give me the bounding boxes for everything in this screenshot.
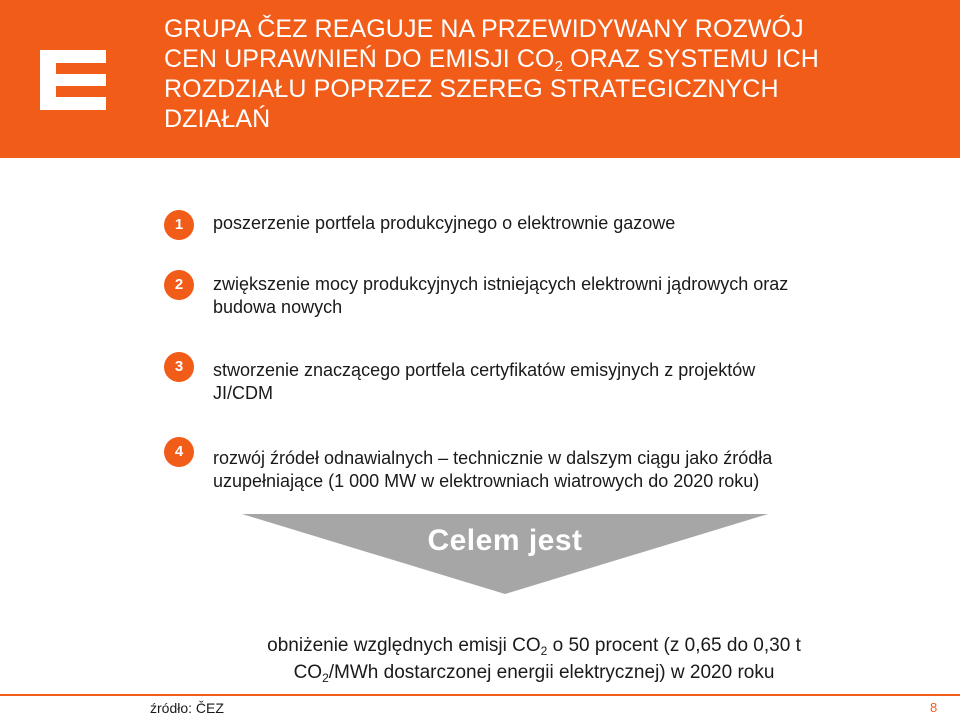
goal-statement [164,632,904,686]
title-line-4: DZIAŁAŃ [164,105,271,133]
header-bar [0,0,960,158]
number-badge: 4 [164,437,194,467]
chevron-label: Celem jest [427,524,583,557]
title-line-1: GRUPA ČEZ REAGUJE NA PRZEWIDYWANY ROZWÓJ [164,15,804,43]
number-badge: 3 [164,352,194,382]
title-line-3: ROZDZIAŁU POPRZEZ SZEREG STRATEGICZNYCH [164,75,779,103]
list-item-text: zwiększenie mocy produkcyjnych istniejących elektrowni jądrowych oraz budowa nowych [213,274,789,317]
source-note: źródło: ČEZ [150,700,224,716]
number-badge: 2 [164,270,194,300]
title-line-2: CEN UPRAWNIEŃ DO EMISJI $CO_2$ ORAZ SYSTEMU ICH [164,45,819,75]
footer-divider [0,694,960,696]
number-badge: 1 [164,210,194,240]
page-number: 8 [930,700,938,715]
goal-line-2: $CO_2$/MWh dostarczonej energii elektrycznej) w 2020 roku [293,662,775,685]
page-title [164,14,944,134]
cez-logo-icon [40,50,106,110]
goal-line-1: obniżenie względnych emisji $CO_2$ o 50 procent (z 0,65 do 0,30 t [267,635,801,658]
list-item-text: poszerzenie portfela produkcyjnego o elektrownie gazowe [213,213,676,233]
list-item-text: stworzenie znaczącego portfela certyfikatów emisyjnych z projektów JI/CDM [213,360,756,403]
list-item-text: rozwój źródeł odnawialnych – technicznie w dalszym ciągu jako źródła uzupełniające (1 000 MW w elektrowniach wiatrowych do 2020 roku) [213,448,773,491]
